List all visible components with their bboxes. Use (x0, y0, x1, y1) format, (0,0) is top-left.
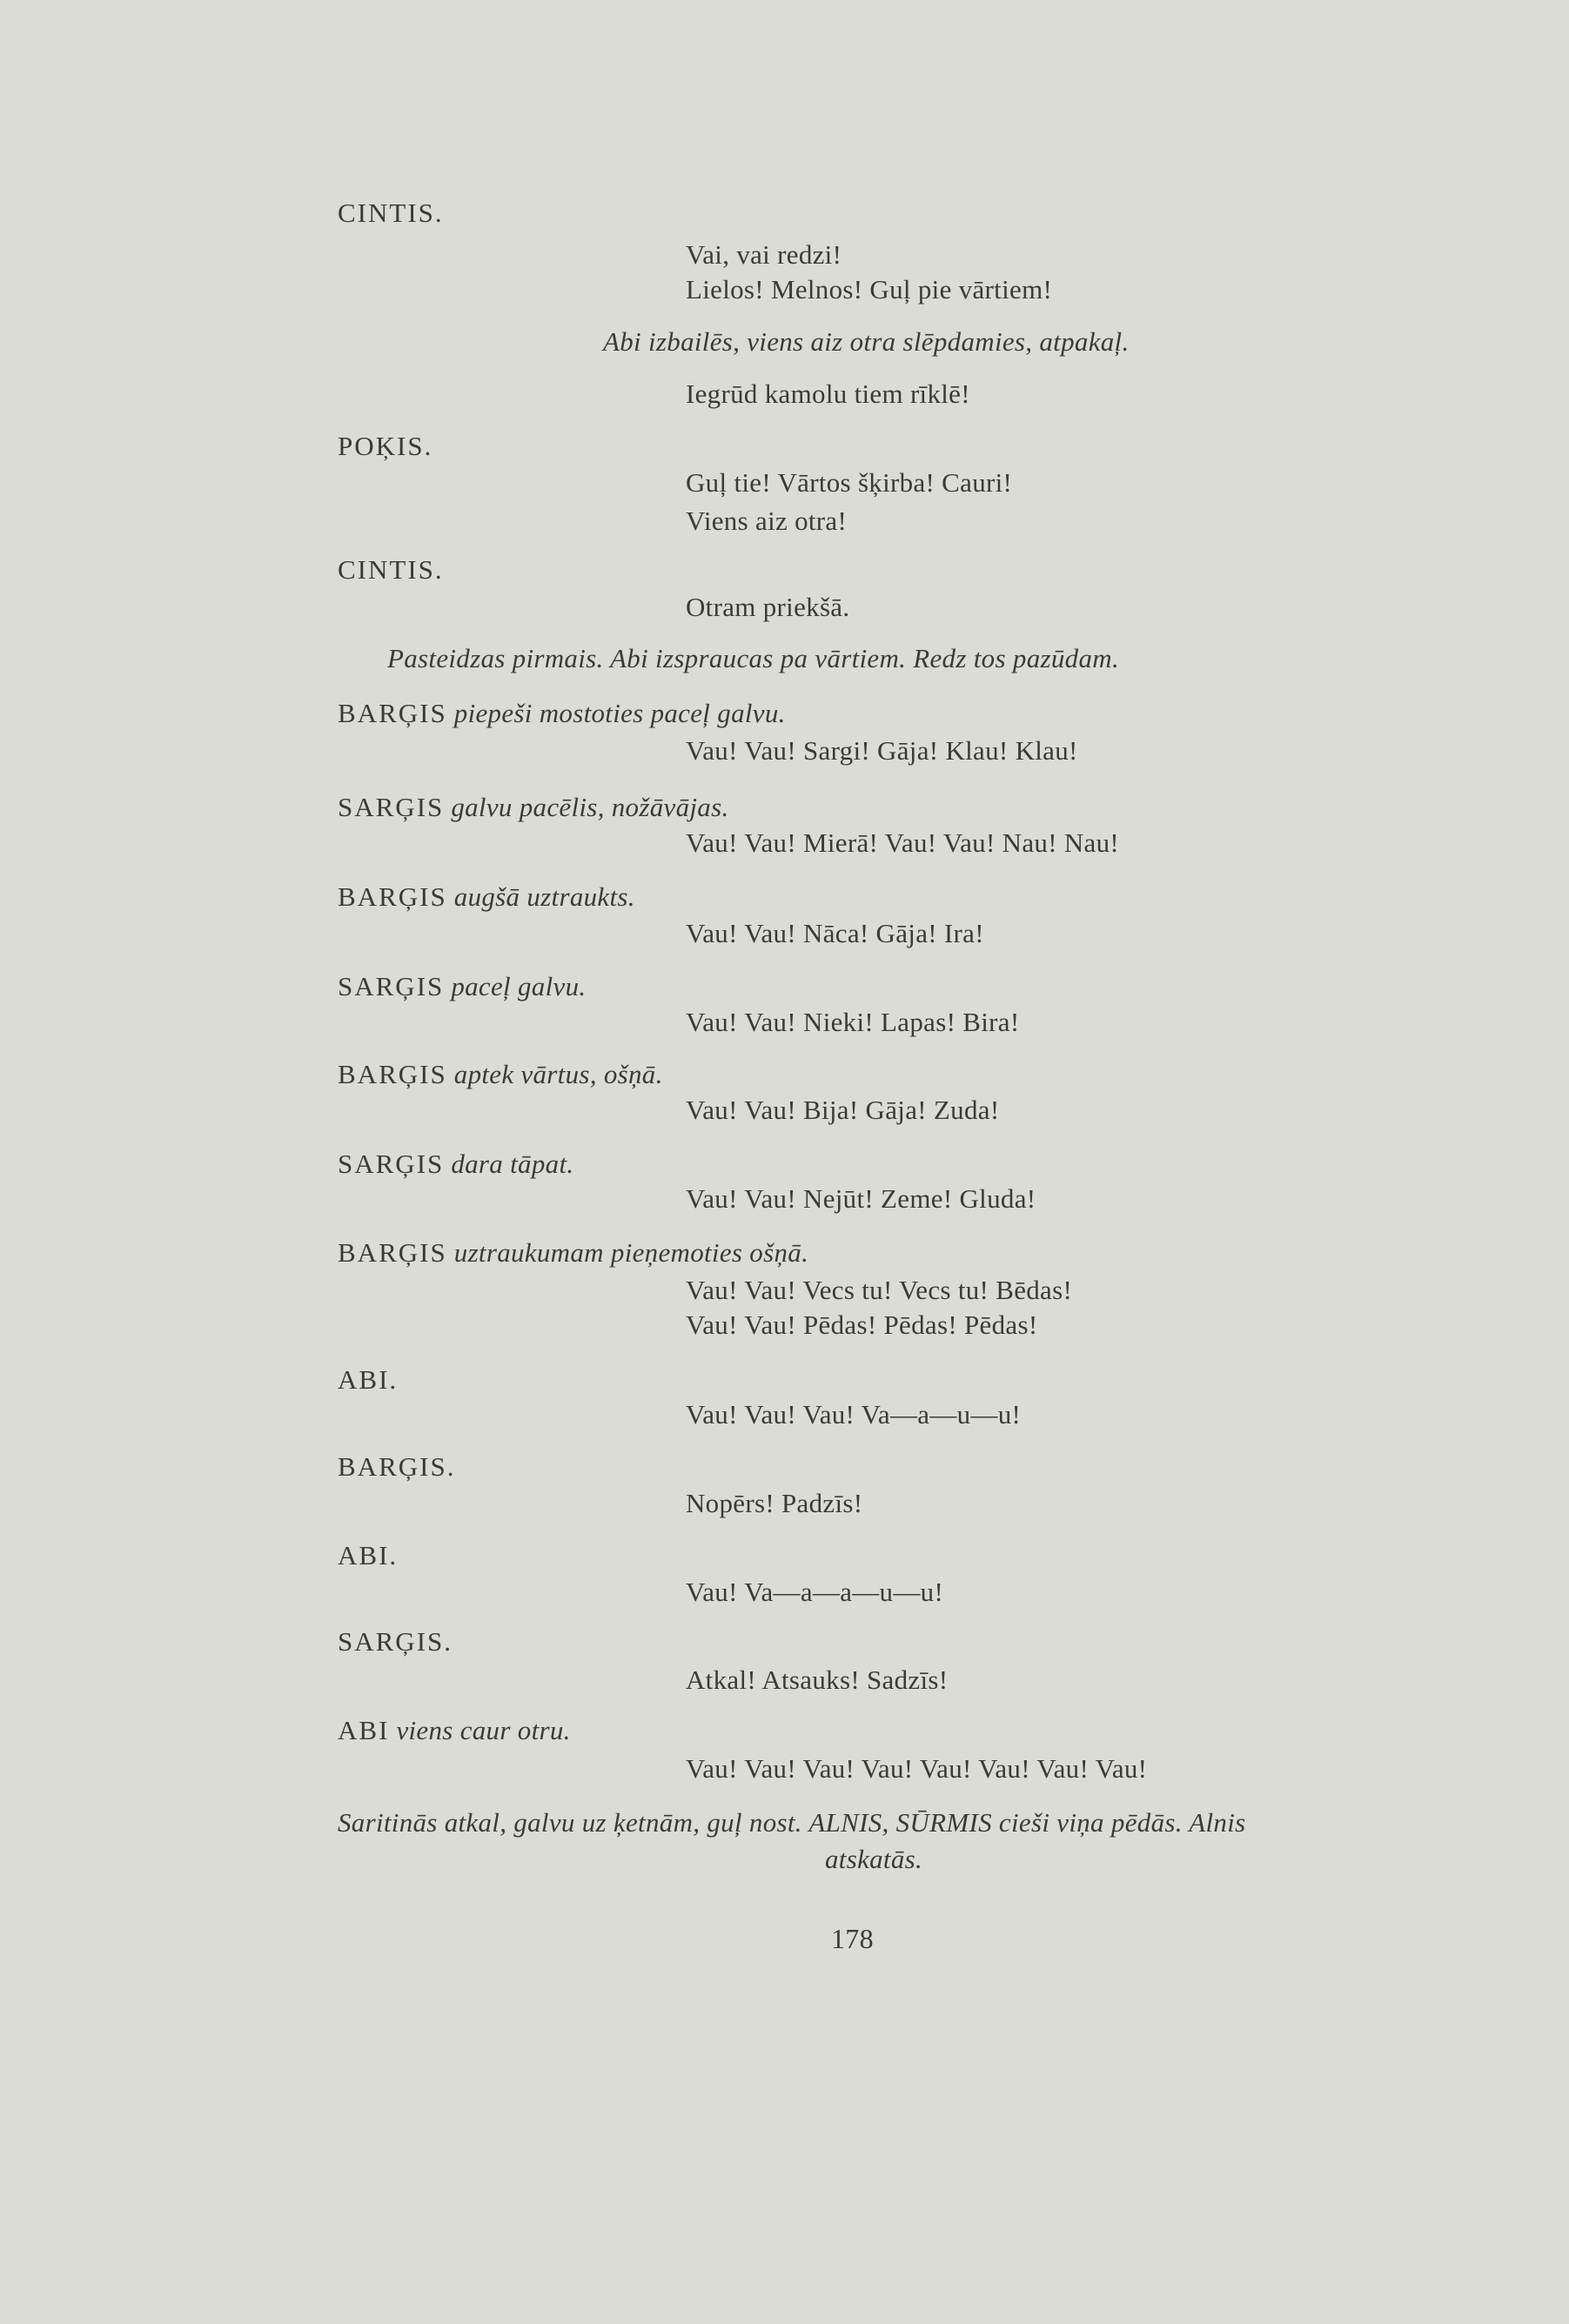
speaker-line (338, 1057, 663, 1092)
speaker-pokis: POĶIS. (338, 431, 433, 461)
speaker-line (338, 1236, 808, 1270)
speaker-bargis: BARĢIS (338, 698, 447, 728)
speaker-line (338, 1713, 571, 1748)
dialogue-line: Vau! Vau! Vecs tu! Vecs tu! Bēdas! (686, 1275, 1073, 1305)
speaker-sargis: SARĢIS (338, 792, 445, 822)
speaker-abi: ABI (338, 1715, 390, 1745)
stage-direction: viens caur otru. (396, 1715, 571, 1745)
stage-direction: atskatās. (825, 1844, 923, 1874)
stage-direction: dara tāpat. (451, 1149, 574, 1179)
speaker-bargis: BARĢIS. (338, 1451, 456, 1482)
dialogue-line: Vai, vai redzi! (686, 239, 842, 270)
dialogue-line: Vau! Vau! Mierā! Vau! Vau! Nau! Nau! (686, 827, 1120, 858)
speaker-bargis: BARĢIS (338, 881, 447, 912)
speaker-line (338, 1147, 573, 1182)
dialogue-line: Atkal! Atsauks! Sadzīs! (686, 1664, 949, 1695)
speaker-sargis: SARĢIS (338, 971, 445, 1001)
stage-direction: Pasteidzas pirmais. Abi izspraucas pa vārtiem. Redz tos pazūdam. (387, 643, 1120, 673)
dialogue-line: Guļ tie! Vārtos šķirba! Cauri! (686, 467, 1013, 498)
dialogue-line: Otram priekšā. (686, 592, 850, 622)
stage-direction: Abi izbailēs, viens aiz otra slēpdamies, atpakaļ. (603, 326, 1130, 357)
speaker-line (338, 880, 635, 914)
speaker-cintis: CINTIS. (338, 198, 444, 228)
stage-direction: galvu pacēlis, nožāvājas. (451, 792, 729, 822)
dialogue-line: Iegrūd kamolu tiem rīklē! (686, 378, 970, 409)
stage-direction: uztraukumam pieņemoties ošņā. (453, 1237, 809, 1268)
dialogue-line: Vau! Vau! Nejūt! Zeme! Gluda! (686, 1183, 1036, 1214)
speaker-bargis: BARĢIS (338, 1237, 447, 1268)
dialogue-line: Vau! Vau! Bija! Gāja! Zuda! (686, 1095, 1000, 1125)
stage-direction: Saritinās atkal, galvu uz ķetnām, guļ nost. ALNIS, SŪRMIS cieši viņa pēdās. Alnis (338, 1807, 1246, 1838)
page-number: 178 (831, 1923, 874, 1954)
stage-direction: paceļ galvu. (451, 971, 587, 1001)
dialogue-line: Vau! Vau! Pēdas! Pēdas! Pēdas! (686, 1309, 1038, 1340)
dialogue-line: Lielos! Melnos! Guļ pie vārtiem! (686, 274, 1053, 305)
dialogue-line: Vau! Vau! Vau! Vau! Vau! Vau! Vau! Vau! (686, 1753, 1148, 1784)
dialogue-line: Vau! Vau! Nāca! Gāja! Ira! (686, 918, 984, 948)
speaker-cintis: CINTIS. (338, 554, 444, 585)
stage-direction: aptek vārtus, ošņā. (453, 1059, 663, 1089)
dialogue-line: Nopērs! Padzīs! (686, 1488, 863, 1518)
speaker-sargis: SARĢIS (338, 1149, 445, 1179)
dialogue-line: Vau! Va—a—a—u—u! (686, 1577, 944, 1607)
speaker-bargis: BARĢIS (338, 1059, 447, 1089)
speaker-abi: ABI. (338, 1540, 399, 1571)
speaker-line (338, 969, 586, 1004)
speaker-line (338, 696, 786, 731)
speaker-line (338, 790, 729, 825)
stage-direction: augšā uztraukts. (453, 881, 635, 912)
dialogue-line: Vau! Vau! Vau! Va—a—u—u! (686, 1399, 1022, 1430)
dialogue-line: Vau! Vau! Nieki! Lapas! Bira! (686, 1007, 1020, 1037)
dialogue-line: Vau! Vau! Sargi! Gāja! Klau! Klau! (686, 735, 1078, 766)
stage-direction: piepeši mostoties paceļ galvu. (453, 698, 786, 728)
dialogue-line: Viens aiz otra! (686, 506, 848, 536)
speaker-sargis: SARĢIS. (338, 1626, 453, 1657)
speaker-abi: ABI. (338, 1364, 399, 1395)
